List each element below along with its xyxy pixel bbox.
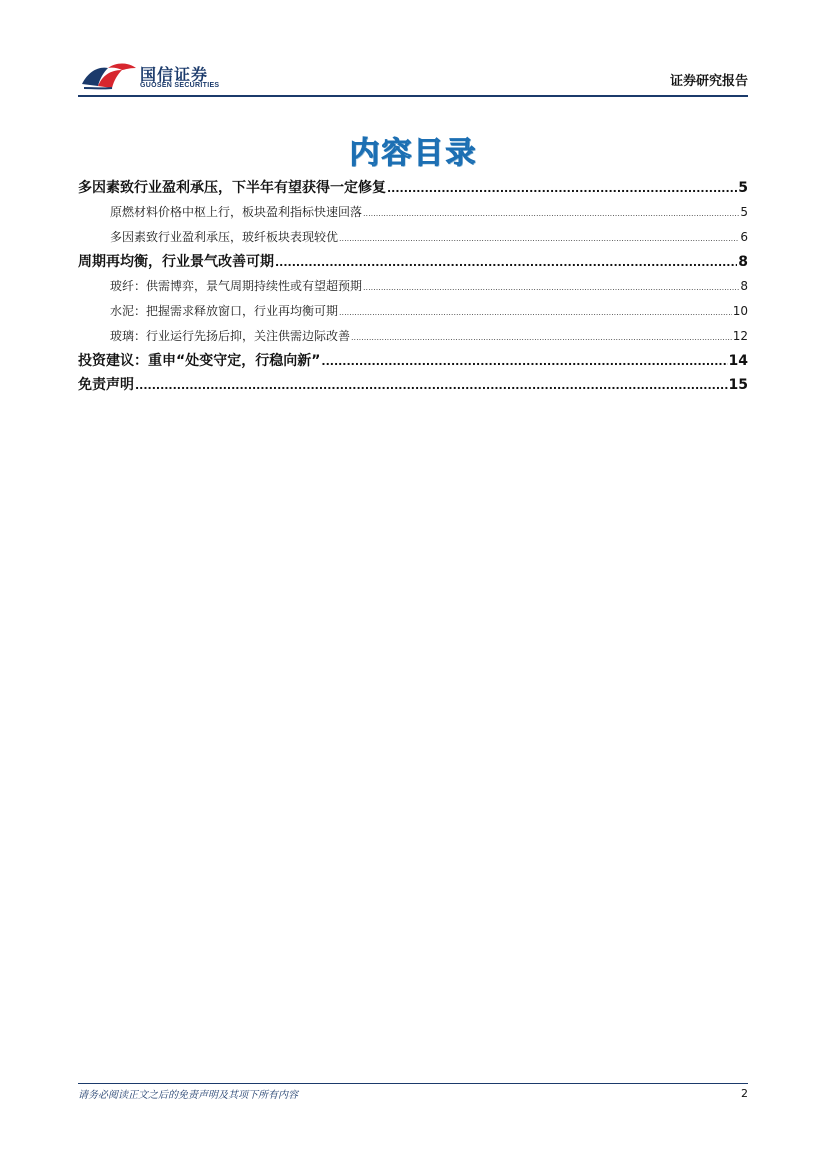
toc-entry-title: 多因素致行业盈利承压，下半年有望获得一定修复	[78, 180, 386, 196]
toc-entry-title: 原燃材料价格中枢上行，板块盈利指标快速回落	[110, 205, 363, 219]
toc-entry-title: 投资建议：重申“处变守定，行稳向新”	[78, 353, 321, 369]
toc-subsection-entry[interactable]	[78, 324, 748, 349]
toc-subsection-entry[interactable]	[78, 225, 748, 250]
page-header	[78, 56, 748, 96]
toc-dot-leader	[387, 177, 737, 201]
toc-dot-leader	[363, 275, 739, 300]
toc-entry-title: 多因素致行业盈利承压，玻纤板块表现较优	[110, 230, 339, 244]
toc-entry-page: 14	[728, 353, 748, 369]
toc-entry-page: 6	[740, 230, 748, 244]
toc-entry-page: 8	[738, 254, 748, 270]
guosen-logo	[78, 58, 238, 94]
footer-divider	[78, 1083, 748, 1084]
toc-dot-leader	[351, 325, 732, 350]
toc-subsection-entry[interactable]	[78, 299, 748, 324]
toc-entry-page: 5	[740, 205, 748, 219]
toc-title: 内容目录	[349, 136, 478, 171]
toc-dot-leader	[275, 251, 737, 275]
toc-dot-leader	[363, 201, 739, 226]
toc-entry-title: 玻纤：供需博弈，景气周期持续性或有望超预期	[110, 279, 363, 293]
toc-entry-page: 5	[738, 180, 748, 196]
toc-dot-leader	[321, 350, 727, 374]
toc-dot-leader	[135, 374, 728, 398]
toc-section-entry[interactable]	[78, 250, 748, 274]
toc-entry-title: 玻璃：行业运行先扬后抑，关注供需边际改善	[110, 329, 351, 343]
toc-entry-title: 水泥：把握需求释放窗口，行业再均衡可期	[110, 304, 339, 318]
logo-english-name: GUOSEN SECURITIES	[140, 82, 220, 89]
toc-entry-page: 10	[732, 304, 748, 318]
toc-entry-title: 免责声明	[78, 377, 134, 393]
header-divider	[78, 95, 748, 97]
toc-entry-page: 12	[732, 329, 748, 343]
logo-chinese-name: 国信证券	[140, 65, 209, 84]
toc-subsection-entry[interactable]	[78, 200, 748, 225]
disclaimer-note: 请务必阅读正文之后的免责声明及其项下所有内容	[78, 1090, 298, 1101]
report-type-label: 证券研究报告	[669, 74, 748, 89]
toc-dot-leader	[339, 226, 739, 251]
toc-section-entry[interactable]	[78, 349, 748, 373]
toc-section-entry[interactable]	[78, 176, 748, 200]
toc-section-entry[interactable]	[78, 373, 748, 397]
toc-entry-page: 8	[740, 279, 748, 293]
guosen-logo-icon	[78, 58, 138, 92]
toc-entry-title: 周期再均衡，行业景气改善可期	[78, 254, 274, 270]
toc-entry-page: 15	[728, 377, 748, 393]
table-of-contents	[78, 176, 748, 397]
toc-dot-leader	[339, 300, 732, 325]
page-number: 2	[741, 1087, 748, 1100]
toc-subsection-entry[interactable]	[78, 274, 748, 299]
